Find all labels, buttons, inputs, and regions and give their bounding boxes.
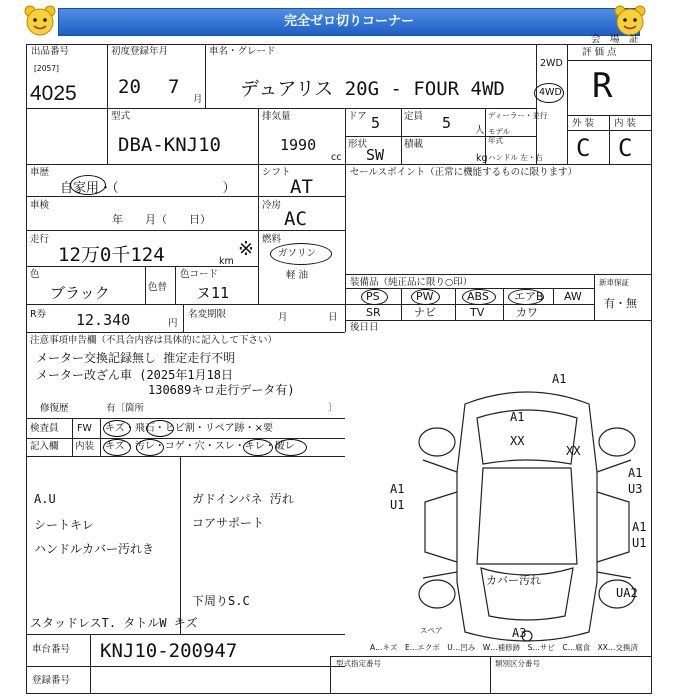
inspector-label2: 記入欄	[30, 441, 59, 452]
displacement-label: 排気量	[262, 111, 291, 122]
diagram-mark-10: A1	[628, 466, 643, 480]
spare-label: スペア	[420, 626, 443, 635]
history-label: 車歴	[30, 167, 50, 178]
equip-pw-circle	[411, 289, 440, 305]
first-reg-label: 初度登録年月	[111, 46, 169, 57]
displacement-value: 1990	[280, 136, 317, 154]
body-value: SW	[366, 146, 385, 164]
color-label: 色	[30, 269, 40, 280]
exterior-value: C	[576, 134, 591, 162]
mileage-mark: ※	[238, 238, 254, 260]
handle-label: ハンドル 左・右	[488, 153, 543, 162]
equip-airbag-circle	[508, 289, 544, 305]
recycle-value: 12.340	[76, 311, 131, 329]
class-label: 類別区分番号	[495, 659, 540, 668]
interior-value: C	[618, 134, 633, 162]
repair-label: 修復歴	[40, 403, 69, 414]
repair-value: 有〔箇所	[106, 403, 145, 414]
diagram-mark-12: UA2	[616, 586, 638, 600]
fuel-diesel: 軽 油	[286, 270, 309, 281]
fuel-gas: ガソリン	[278, 248, 317, 259]
name-change-day: 日	[328, 312, 338, 323]
lot-number: 4025	[30, 82, 77, 105]
equip-navi: ナビ	[414, 306, 436, 319]
venue-label: 会 場 証	[591, 34, 639, 45]
after-date-label: 後日日	[350, 322, 379, 333]
diagram-mark-5: U1	[390, 498, 405, 512]
seats-unit: 人	[475, 125, 485, 136]
diagram-mark-11: カバー汚れ	[486, 574, 541, 587]
month-suffix: 月	[193, 94, 203, 105]
seats-label: 定員	[404, 111, 424, 122]
equip-leather: カワ	[516, 306, 538, 319]
diagram-mark-2: A1	[510, 410, 525, 424]
equip-pw: PW	[416, 290, 434, 303]
inspector-label1: 検査員	[30, 423, 59, 434]
seats-value: 5	[442, 114, 452, 132]
equip-ps-circle	[361, 289, 388, 305]
first-reg-month: 7	[168, 76, 180, 98]
doors-label: ドア	[348, 111, 367, 122]
diagram-mark-8: A1	[632, 520, 647, 534]
remark-left4: スタッドレスT. タトルW キズ	[30, 616, 198, 630]
inner-kire-circle	[275, 439, 307, 456]
history-circle	[70, 175, 106, 195]
car-name-label: 車名・グレード	[209, 46, 276, 57]
equip-tv: TV	[470, 306, 485, 319]
mileage-value: 12万0千124	[58, 244, 165, 266]
equip-abs-circle	[462, 289, 496, 305]
exterior-label: 外 装	[572, 118, 595, 129]
load-unit: kg	[476, 153, 488, 164]
diagram-mark-7: U3	[628, 482, 643, 496]
inspection-label: 車検	[30, 200, 50, 211]
equip-abs: ABS	[467, 290, 489, 303]
model-label: 型式	[111, 111, 131, 122]
inner-sure-circle	[243, 439, 273, 456]
model-year-label: モデル 年式	[488, 127, 511, 145]
diagram-mark-4: XX	[566, 444, 581, 458]
ac-value: AC	[284, 208, 307, 230]
grade-value: R	[592, 66, 613, 106]
remark-mid3: 下周りS.C	[192, 594, 250, 608]
diagram-mark-13: A3	[512, 626, 527, 640]
shift-value: AT	[290, 176, 313, 198]
fuel-label: 燃料	[262, 234, 282, 245]
notes-line3: 130689キロ走行データ有)	[148, 383, 295, 397]
equip-ps: PS	[366, 290, 380, 303]
drive-4wd-circle	[534, 83, 564, 103]
inspector-inner: 内装	[75, 441, 95, 452]
first-reg-year: 20	[118, 76, 141, 98]
doors-value: 5	[371, 114, 381, 132]
diagram-mark-6: A1	[390, 482, 405, 496]
recycle-unit: 円	[168, 318, 178, 329]
cc-unit: cc	[331, 152, 342, 163]
color-code-value: ヌ11	[196, 284, 230, 302]
inspector-row2: キズ・汚レ・コゲ・穴・スレ・キレ・破レ	[105, 441, 295, 452]
inspector-row1: キズ・飛石・ヒビ割・リペア跡・×要	[105, 423, 273, 434]
shift-label: シフト	[262, 167, 291, 178]
name-change-month: 月	[278, 312, 288, 323]
chassis-label: 車台番号	[32, 644, 71, 655]
fw-kizu-circle	[103, 420, 131, 437]
equipment-label: 装備品（純正品に限り○印）	[350, 277, 473, 288]
dealer-label: ディーラー・並行	[488, 111, 548, 120]
equip-airbag: エアB	[514, 290, 544, 303]
inner-kizu-circle	[103, 439, 131, 456]
name-change-label: 名変期限	[188, 309, 227, 320]
reg-label: 登録番号	[32, 675, 71, 686]
model-value: DBA-KNJ10	[118, 134, 221, 156]
equip-sr: SR	[366, 306, 381, 319]
remark-mid2: コアサポート	[192, 516, 265, 530]
recycle-label: R券	[30, 309, 47, 320]
diagram-mark-1: A1	[552, 372, 567, 386]
chassis-value: KNJ10-200947	[100, 640, 238, 662]
remark-left2: シートキレ	[34, 518, 94, 532]
notes-label: 注意事項申告欄（不具合内容は具体的に記入して下さい）	[30, 335, 278, 346]
mascot-left-icon	[22, 4, 58, 38]
inspection-value: 年 月（ 日）	[112, 213, 211, 226]
color-value: ブラック	[50, 284, 110, 302]
load-label: 積載	[404, 139, 424, 150]
diagram-mark-9: U1	[632, 536, 647, 550]
sales-point-label: セールスポイント（正常に機能するものに限ります）	[350, 167, 578, 178]
fw-tobi-circle	[146, 420, 174, 437]
notes-line2: メーター改ざん車 (2025年1月18日	[36, 368, 234, 382]
mascot-right-icon	[612, 4, 648, 38]
mileage-label: 走行	[30, 234, 50, 245]
drive-4wd: 4WD	[539, 87, 562, 98]
section-banner: 完全ゼロ切りコーナー	[58, 8, 640, 36]
grade-label: 評 価 点	[582, 47, 617, 58]
ac-label: 冷房	[262, 200, 282, 211]
notes-line1: メーター交換記録無し 推定走行不明	[36, 351, 236, 365]
new-car-label: 新車保証	[599, 278, 629, 287]
car-name: デュアリス 20G - FOUR 4WD	[240, 78, 505, 100]
lot-sub: [2057]	[34, 64, 59, 73]
fuel-gas-circle	[270, 243, 332, 265]
inner-yogore-circle	[136, 439, 164, 456]
color-code-label: 色コード	[180, 269, 219, 280]
new-car-value: 有・無	[604, 297, 637, 310]
lot-label: 出品番号	[31, 46, 70, 57]
repair-close: 〕	[328, 403, 338, 414]
remark-left3: ハンドルカバー汚れき	[34, 542, 155, 556]
diagram-legend: A…キズ E…エクボ U…凹み W…補修跡 S…サビ C…腐食 XX…交換済	[370, 643, 638, 652]
diagram-mark-3: XX	[510, 434, 525, 448]
history-value: 自家用・（ ）	[60, 181, 236, 196]
equip-aw: AW	[564, 290, 582, 303]
mileage-unit: km	[219, 256, 234, 267]
interior-label: 内 装	[614, 118, 637, 129]
type-label: 型式指定番号	[336, 659, 381, 668]
color-swap-label: 色替	[148, 282, 168, 293]
remark-mid1: ガドインパネ 汚れ	[192, 492, 294, 506]
inspector-fw: FW	[77, 423, 92, 434]
drive-2wd: 2WD	[540, 58, 563, 69]
remark-left1: A.U	[34, 492, 56, 506]
body-label: 形状	[348, 139, 368, 150]
